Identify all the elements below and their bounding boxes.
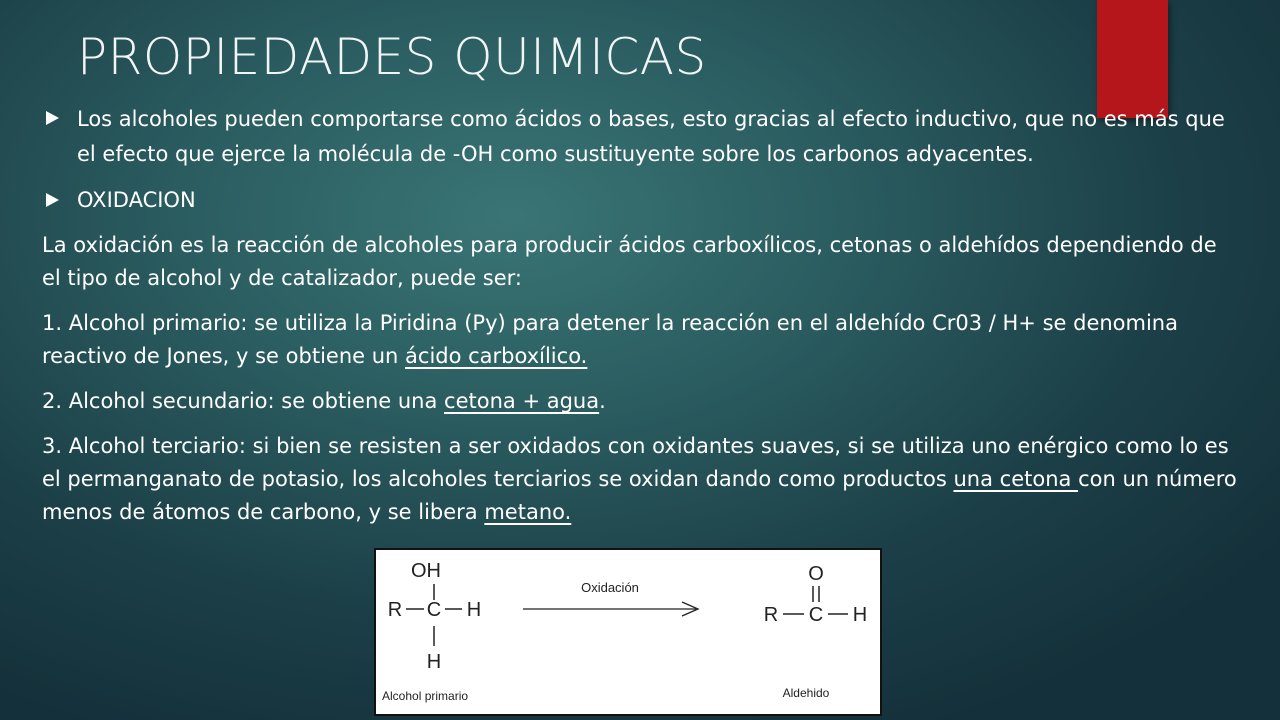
reactant-r: R bbox=[387, 599, 403, 621]
reactant-oh: OH bbox=[411, 560, 441, 582]
item-tertiary-alcohol bbox=[42, 430, 1242, 529]
bullet-arrow-icon bbox=[46, 193, 59, 207]
bullet-oxidacion bbox=[42, 184, 1242, 217]
item-text: 2. Alcohol secundario: se obtiene una bbox=[42, 389, 445, 413]
link-metano[interactable]: metano. bbox=[484, 500, 572, 524]
bullet-inductive-effect bbox=[42, 102, 1242, 172]
slide-title: PROPIEDADES QUIMICAS bbox=[77, 28, 707, 86]
slide-content bbox=[42, 102, 1242, 541]
caption-alcohol-primario: Alcohol primario bbox=[382, 689, 469, 703]
link-acido-carboxilico[interactable]: ácido carboxílico. bbox=[405, 344, 588, 368]
item-secondary-alcohol bbox=[42, 385, 1242, 418]
item-text: 1. Alcohol primario: se utiliza la Piridina (Py) para detener la reacción en el aldehído Cr03 / H+ se denomina reactivo de Jones, y se obtiene un bbox=[42, 311, 1178, 368]
reactant-h-right: H bbox=[466, 599, 482, 621]
accent-bar bbox=[1097, 0, 1168, 118]
bullet-text: OXIDACION bbox=[77, 188, 196, 212]
caption-aldehido: Aldehido bbox=[782, 686, 830, 700]
item-text-mid: con un número menos de átomos de carbono, y se libera bbox=[42, 467, 1237, 524]
reactant-h-bottom: H bbox=[426, 651, 442, 673]
product-c: C bbox=[808, 604, 824, 626]
product-h: H bbox=[852, 604, 868, 626]
arrow-label: Oxidación bbox=[581, 580, 639, 595]
bullet-arrow-icon bbox=[46, 111, 59, 125]
oxidation-intro: La oxidación es la reacción de alcoholes para producir ácidos carboxílicos, cetonas o aldehídos dependiendo de el tipo de alcohol y de catalizador, puede ser: bbox=[42, 233, 1217, 290]
product-o: O bbox=[808, 563, 824, 585]
item-text-end: . bbox=[599, 389, 606, 413]
item-primary-alcohol bbox=[42, 307, 1242, 373]
link-una-cetona[interactable]: una cetona bbox=[953, 467, 1079, 491]
product-r: R bbox=[763, 604, 779, 626]
oxidation-diagram bbox=[374, 548, 882, 716]
reactant-c: C bbox=[426, 599, 442, 621]
bullet-text: Los alcoholes pueden comportarse como ácidos o bases, esto gracias al efecto inductivo, que no es más que el efecto que ejerce la molécula de -OH como sustituyente sobre los carbonos adyacentes. bbox=[77, 107, 1225, 166]
link-cetona-agua[interactable]: cetona + agua bbox=[444, 389, 600, 413]
item-text: 3. Alcohol terciario: si bien se resisten a ser oxidados con oxidantes suaves, si se utiliza uno enérgico como lo es el permanganato de potasio, los alcoholes terciarios se oxidan dando como productos bbox=[42, 434, 1229, 491]
